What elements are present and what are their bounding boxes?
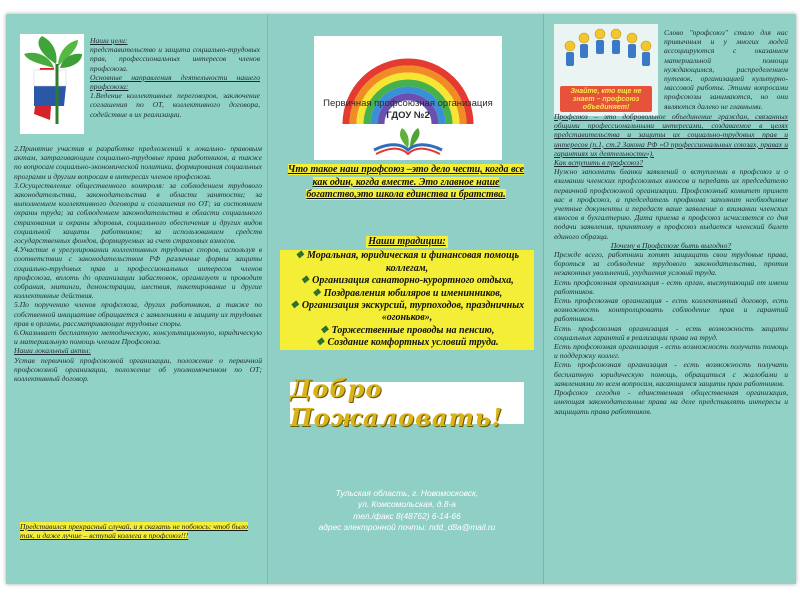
motto-text: Что такое наш профсоюз –это дело чести, когда все как один, когда вместе. Это главное наше богатство,это школа единства и братства. [287, 164, 525, 201]
org-title-line1: Первичная профсоюзная организация [323, 98, 493, 109]
center-panel [268, 14, 544, 584]
brochure-sheet [6, 14, 796, 584]
why-text: Прежде всего, работники хотят защищать свои трудовые права, бороться за соблюдение трудового законодательства, против незаконных увольнений, ухудшения условий труда. [554, 250, 788, 278]
tradition-item: ❖ Торжественные проводы на пенсию, [280, 325, 534, 337]
join-call-note [20, 522, 258, 540]
direction-item-2: 2.Принятие участия в разработке предложений к локально- правовым актам, затрагивающим социально-трудовые права работников, а также по вопросам социально-экономической политики, формирования социальных программ и другим вопросам в интересах членов профсоюза. [14, 144, 262, 181]
traditions-block [280, 236, 534, 350]
diamond-bullet-icon: ❖ [319, 324, 329, 336]
diamond-bullet-icon: ❖ [294, 250, 304, 262]
direction-item-5: 5.По поручению членов профсоюза, других работников, а также по собственной инициативе обращается с заявлениями в защиту их трудовых прав в органы, рассматривающие трудовые споры. [14, 300, 262, 328]
local-acts-title: Наши локальный акты: [14, 346, 91, 356]
sprout-flag-icon [20, 34, 84, 134]
directions-list [14, 144, 262, 383]
tradition-item: ❖ Организация санаторно-курортного отдыха, [280, 275, 534, 287]
why-title: Почему в Профсоюзе быть выгодно? [610, 240, 732, 250]
org-title-line2: ГДОУ №2 [386, 110, 430, 121]
benefit-para: Есть профсоюзная организация - есть возможность защиты социальных гарантий в реализации права на труд. [554, 323, 788, 342]
direction-item-1: 1.Ведение коллективных переговоров, заключение соглашения по ОТ, коллективного договора, содействие в их реализации. [90, 91, 260, 119]
address-street: ул. Комсомольская, д.8-а [358, 499, 456, 510]
contact-address [282, 488, 532, 534]
union-logo [20, 34, 84, 134]
org-title [314, 98, 502, 122]
traditions-list [280, 250, 534, 349]
address-phone: тел./факс 8(48762) 6-14-66 [353, 510, 461, 521]
right-panel [544, 14, 796, 584]
diamond-bullet-icon: ❖ [311, 287, 321, 299]
rainbow-emblem [314, 36, 502, 160]
tradition-item: ❖ Создание комфортных условий труда. [280, 337, 534, 349]
direction-item-4: 4.Участие в урегулировании коллективных трудовых споров, используя в соответствии с законодательством РФ различные формы защиты социально-трудовых прав и профессиональных интересов членов профсоюза, вплоть до организации забастовок, организует и проводит собрания, митинги, демонстрации, шествия, пикетирование и другие коллективные действия. [14, 245, 262, 301]
benefit-para: Есть профсоюзная организация - есть возможность получать бесплатную юридическую помощь, обращаться с жалобами и заявлениями по всем вопросам, касающимся защиты прав работников. [554, 360, 788, 388]
benefit-para: Есть профсоюзная организация - есть коллективный договор, есть возможность контролировать соблюдение прав и гарантий работников. [554, 296, 788, 324]
how-join-text: Нужно заполнить бланки заявлений о вступлении в профсоюз и о взимании членских профсоюзных взносов и передать их председателю первичной профсоюзной организации. Профсоюзный комитет примет вас в профсоюз, а председатель профкома заполнит необходимые учетные документы и передаст ваше заявление о взимании членских взносов в бухгалтерию. Дата приема в профсоюз исчисляется со дня подачи заявления, принятому в профсоюз выдается членский билет единого образца. [554, 167, 788, 241]
directions-title: Основные направления деятельности нашего профсоюза: [90, 72, 260, 92]
tradition-item: ❖ Организация экскурсий, турпоходов, праздничных «огоньков», [280, 300, 534, 325]
diamond-bullet-icon: ❖ [315, 337, 325, 349]
address-region: Тульская область, г. Новомосковск, [335, 488, 479, 498]
union-definition: Профсоюз – это добровольное объединение граждан, связанных общими профессиональными интересами, создаваемое в целях представительства и защиты их социально-трудовых прав и интересов (п.1, ст.2 Закона РФ «О профессиональных союзах, правах и гарантиях их деятельности»). [554, 112, 788, 158]
direction-item-3: 3.Осуществление общественного контроля: за соблюдением трудового законодательства, законодательства в области занятости; за выполнением коллективного договора и соглашения по ОТ; за состоянием охраны труда; за соблюдением законодательства в области социального страхования и охраны здоровья, социального обеспечения и других видов социальной защиты работников; за использованием средств государственных фондов, формируемых за счет страховых взносов. [14, 180, 262, 246]
goals-title: Наши цели: [90, 36, 128, 45]
benefit-para: Есть профсоюзная организация - есть орган, выступающий от имени работников. [554, 277, 788, 296]
logo-caption: Знайте, кто еще не знает – профсоюз объединяет! [570, 88, 642, 111]
goals-text: представительство и защита социально-трудовых прав, профессиональных интересов членов профсоюза. [90, 45, 260, 73]
join-call-text: Представился прекрасный случай, и я сказать не побоюсь: чтоб было так, и даже лучше – вступай коллега в профсоюз!!! [20, 522, 248, 541]
membership-info [554, 112, 788, 416]
traditions-title: Наши традиции: [368, 236, 446, 247]
benefit-para: Есть профсоюзная организация - есть возможность получить помощь и поддержку коллег. [554, 342, 788, 361]
how-join-title: Как вступить в профсоюз? [554, 158, 644, 168]
diamond-bullet-icon: ❖ [289, 300, 299, 312]
intro-block [664, 28, 788, 111]
tradition-item: ❖ Моральная, юридическая и финансовая помощь коллегам, [280, 250, 534, 275]
local-acts-text: Устав первичной профсоюзной организации, положение о первичной профсоюзной организации, положение об уполномоченном по ОТ; коллективный договор. [14, 355, 262, 384]
sunshine-logo [554, 24, 658, 116]
tradition-item: ❖ Поздравления юбиляров и именинников, [280, 288, 534, 300]
welcome-banner: Добро Пожаловать! [290, 382, 524, 424]
motto [282, 164, 530, 202]
intro-text: Слово "профсоюз" стало для нас привычным и у многих людей ассоциируются с оказанием материальной помощи нуждающимся, распределением путевок, организацией культурно-массовой работы. Этими вопросами профсоюзы занимаются, но они являются далеко не главными. [664, 28, 788, 111]
direction-item-6: 6.Оказывает бесплатную методическую, консультационную, юридическую и материальную помощь членам Профсоюза. [14, 328, 262, 347]
diamond-bullet-icon: ❖ [300, 275, 310, 287]
left-panel [6, 14, 268, 584]
goals-block [90, 36, 260, 119]
address-email: адрес электронной почты: ndd_d8a@mail.ru [318, 522, 496, 533]
benefit-para: Профсоюз сегодня - единственная общественная организация, имеющая законодательные права на деле представлять интересы и защищать права работников. [554, 388, 788, 416]
